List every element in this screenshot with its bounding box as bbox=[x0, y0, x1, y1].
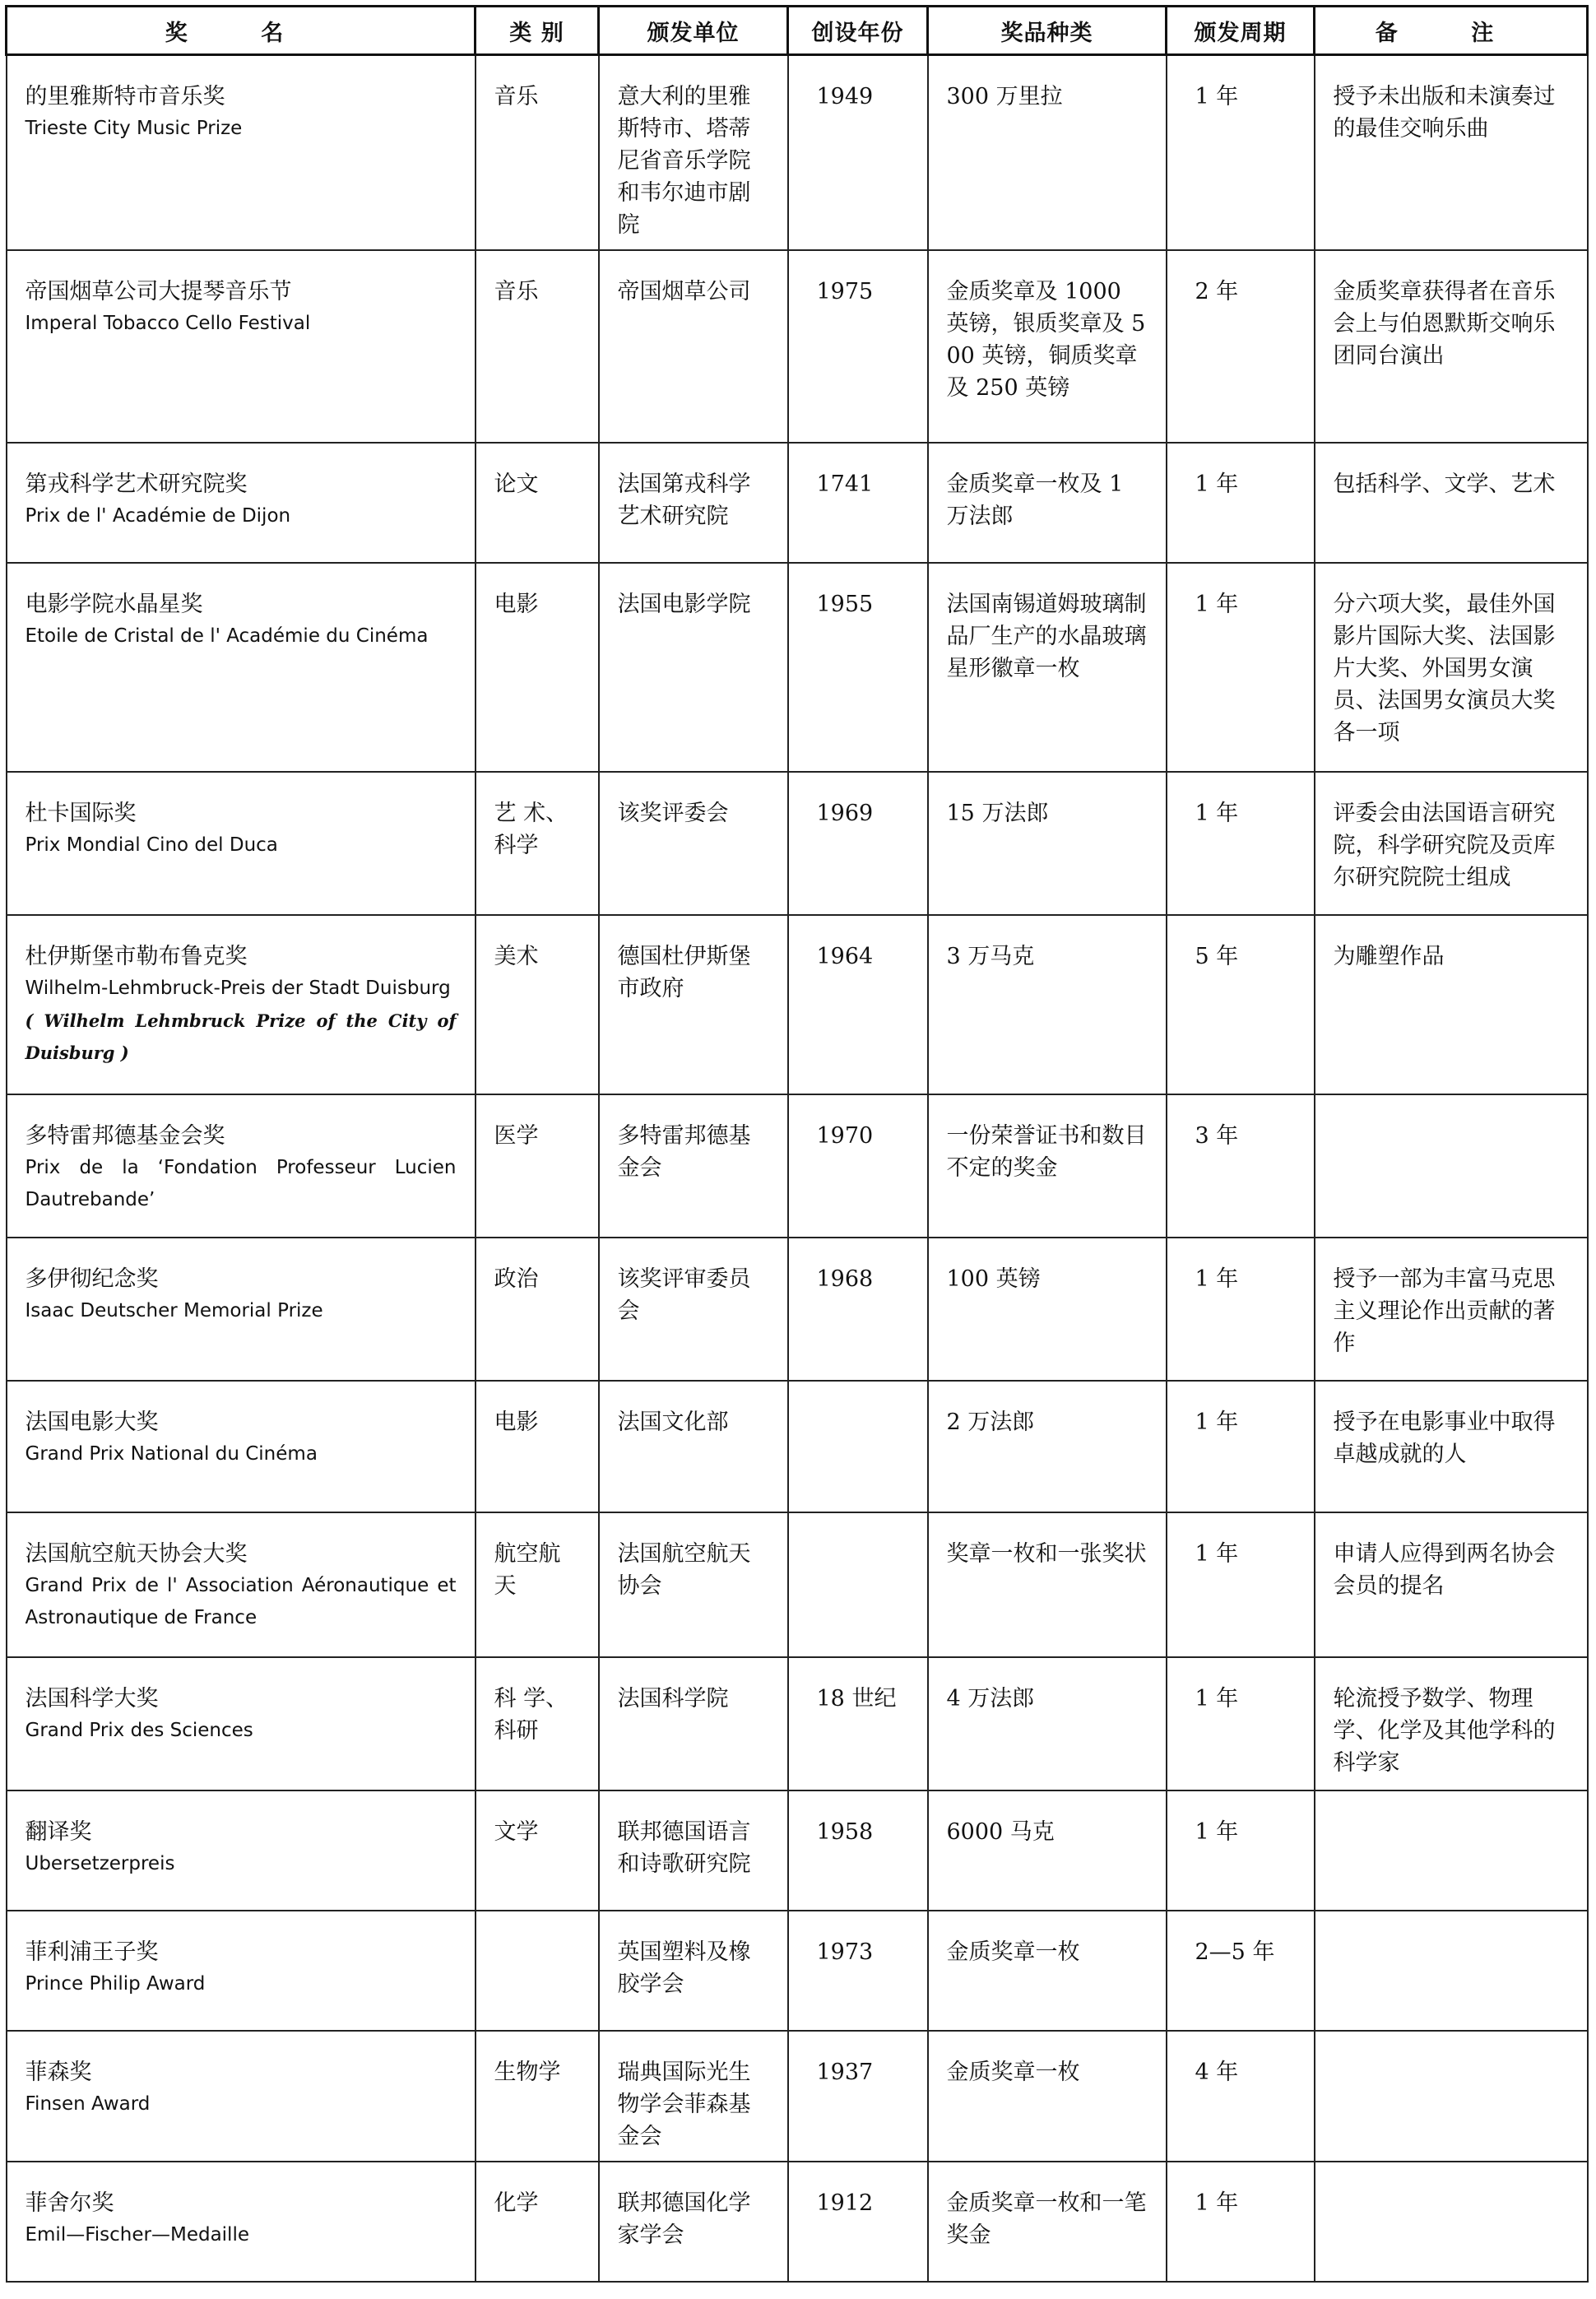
prize-cell: 金质奖章一枚及 1 万法郎 bbox=[928, 443, 1167, 563]
period-cell: 1 年 bbox=[1167, 55, 1315, 251]
issuer-cell: 法国航空航天协会 bbox=[599, 1512, 788, 1657]
header-issuer: 颁发单位 bbox=[599, 7, 788, 55]
award-name-chinese: 帝国烟草公司大提琴音乐节 bbox=[25, 279, 292, 304]
award-name-cell bbox=[7, 250, 476, 443]
header-row bbox=[7, 7, 1588, 55]
period-cell: 1 年 bbox=[1167, 1657, 1315, 1790]
note-cell bbox=[1315, 1911, 1588, 2031]
award-name-cell bbox=[7, 563, 476, 772]
prize-cell: 金质奖章一枚 bbox=[928, 2031, 1167, 2162]
issuer-cell: 联邦德国语言和诗歌研究院 bbox=[599, 1790, 788, 1911]
issuer-cell: 德国杜伊斯堡市政府 bbox=[599, 915, 788, 1094]
award-name-cell bbox=[7, 2031, 476, 2162]
award-name-original: Isaac Deutscher Memorial Prize bbox=[25, 1300, 323, 1321]
issuer-cell: 法国第戎科学艺术研究院 bbox=[599, 443, 788, 563]
header-note: 备 注 bbox=[1315, 7, 1588, 55]
year-cell: 1975 bbox=[788, 250, 928, 443]
award-name-cell bbox=[7, 1657, 476, 1790]
note-cell: 授予在电影事业中取得卓越成就的人 bbox=[1315, 1381, 1588, 1512]
category-cell: 化学 bbox=[476, 2162, 599, 2282]
award-name-chinese: 菲舍尔奖 bbox=[25, 2190, 114, 2216]
category-cell: 生物学 bbox=[476, 2031, 599, 2162]
category-cell: 艺 术、科学 bbox=[476, 772, 599, 915]
period-cell: 1 年 bbox=[1167, 772, 1315, 915]
prize-cell: 一份荣誉证书和数目不定的奖金 bbox=[928, 1094, 1167, 1238]
award-name-chinese: 菲利浦王子奖 bbox=[25, 1939, 159, 1965]
award-name-cell bbox=[7, 1094, 476, 1238]
year-cell bbox=[788, 1381, 928, 1512]
prize-cell: 奖章一枚和一张奖状 bbox=[928, 1512, 1167, 1657]
category-cell: 音乐 bbox=[476, 55, 599, 251]
header-prize: 奖品种类 bbox=[928, 7, 1167, 55]
award-name-original: Grand Prix des Sciences bbox=[25, 1720, 253, 1741]
note-cell: 金质奖章获得者在音乐会上与伯恩默斯交响乐团同台演出 bbox=[1315, 250, 1588, 443]
note-cell: 评委会由法国语言研究院，科学研究院及贡库尔研究院院士组成 bbox=[1315, 772, 1588, 915]
award-name-original: Ubersetzerpreis bbox=[25, 1853, 175, 1874]
issuer-cell: 瑞典国际光生物学会菲森基金会 bbox=[599, 2031, 788, 2162]
award-name-chinese: 法国科学大奖 bbox=[25, 1686, 159, 1711]
award-name-chinese: 法国电影大奖 bbox=[25, 1410, 159, 1435]
award-name-chinese: 多伊彻纪念奖 bbox=[25, 1266, 159, 1292]
category-cell: 音乐 bbox=[476, 250, 599, 443]
award-name-cell bbox=[7, 1238, 476, 1381]
category-cell: 美术 bbox=[476, 915, 599, 1094]
period-cell: 2—5 年 bbox=[1167, 1911, 1315, 2031]
award-name-chinese: 菲森奖 bbox=[25, 2060, 92, 2085]
award-name-cell bbox=[7, 1512, 476, 1657]
awards-table bbox=[5, 5, 1589, 2283]
year-cell bbox=[788, 1512, 928, 1657]
year-cell: 18 世纪 bbox=[788, 1657, 928, 1790]
prize-cell: 金质奖章一枚 bbox=[928, 1911, 1167, 2031]
note-cell: 申请人应得到两名协会会员的提名 bbox=[1315, 1512, 1588, 1657]
award-name-original: Prix de la ‘Fondation Professeur Lucien Dautrebande’ bbox=[25, 1157, 457, 1210]
note-cell: 为雕塑作品 bbox=[1315, 915, 1588, 1094]
prize-cell: 2 万法郎 bbox=[928, 1381, 1167, 1512]
award-name-original: Trieste City Music Prize bbox=[25, 118, 243, 139]
category-cell: 电影 bbox=[476, 563, 599, 772]
issuer-cell: 该奖评审委员会 bbox=[599, 1238, 788, 1381]
prize-cell: 4 万法郎 bbox=[928, 1657, 1167, 1790]
table-row bbox=[7, 2031, 1588, 2162]
year-cell: 1937 bbox=[788, 2031, 928, 2162]
period-cell: 2 年 bbox=[1167, 250, 1315, 443]
table-row bbox=[7, 250, 1588, 443]
year-cell: 1741 bbox=[788, 443, 928, 563]
award-name-chinese: 杜伊斯堡市勒布鲁克奖 bbox=[25, 944, 248, 969]
year-cell: 1968 bbox=[788, 1238, 928, 1381]
prize-cell: 100 英镑 bbox=[928, 1238, 1167, 1381]
note-cell: 分六项大奖，最佳外国影片国际大奖、法国影片大奖、外国男女演员、法国男女演员大奖各一项 bbox=[1315, 563, 1588, 772]
category-cell: 电影 bbox=[476, 1381, 599, 1512]
award-name-cell bbox=[7, 915, 476, 1094]
period-cell: 1 年 bbox=[1167, 2162, 1315, 2282]
period-cell: 1 年 bbox=[1167, 1238, 1315, 1381]
award-name-chinese: 的里雅斯特市音乐奖 bbox=[25, 84, 225, 109]
note-cell bbox=[1315, 1790, 1588, 1911]
note-cell: 授予一部为丰富马克思主义理论作出贡献的著作 bbox=[1315, 1238, 1588, 1381]
header-category: 类 别 bbox=[476, 7, 599, 55]
table-row bbox=[7, 915, 1588, 1094]
table-row bbox=[7, 563, 1588, 772]
category-cell: 论文 bbox=[476, 443, 599, 563]
note-cell: 轮流授予数学、物理学、化学及其他学科的科学家 bbox=[1315, 1657, 1588, 1790]
period-cell: 5 年 bbox=[1167, 915, 1315, 1094]
note-cell bbox=[1315, 2162, 1588, 2282]
period-cell: 4 年 bbox=[1167, 2031, 1315, 2162]
award-name-chinese: 杜卡国际奖 bbox=[25, 801, 137, 826]
table-row bbox=[7, 443, 1588, 563]
award-name-cell bbox=[7, 55, 476, 251]
category-cell: 政治 bbox=[476, 1238, 599, 1381]
period-cell: 1 年 bbox=[1167, 1381, 1315, 1512]
award-name-chinese: 电影学院水晶星奖 bbox=[25, 592, 203, 617]
award-name-cell bbox=[7, 1381, 476, 1512]
table-row bbox=[7, 1790, 1588, 1911]
issuer-cell: 法国文化部 bbox=[599, 1381, 788, 1512]
note-cell: 授予未出版和未演奏过的最佳交响乐曲 bbox=[1315, 55, 1588, 251]
award-name-chinese: 第戎科学艺术研究院奖 bbox=[25, 471, 248, 497]
award-name-original: Grand Prix de l' Association Aéronautique et Astronautique de France bbox=[25, 1575, 457, 1628]
issuer-cell: 该奖评委会 bbox=[599, 772, 788, 915]
award-name-cell bbox=[7, 443, 476, 563]
period-cell: 1 年 bbox=[1167, 1790, 1315, 1911]
prize-cell: 300 万里拉 bbox=[928, 55, 1167, 251]
award-name-cell bbox=[7, 2162, 476, 2282]
prize-cell: 15 万法郎 bbox=[928, 772, 1167, 915]
header-award-name: 奖 名 bbox=[7, 7, 476, 55]
award-name-chinese: 法国航空航天协会大奖 bbox=[25, 1541, 248, 1567]
award-name-original: Prix de l' Académie de Dijon bbox=[25, 505, 291, 527]
table-row bbox=[7, 1094, 1588, 1238]
note-cell bbox=[1315, 2031, 1588, 2162]
issuer-cell: 帝国烟草公司 bbox=[599, 250, 788, 443]
table-row bbox=[7, 1238, 1588, 1381]
award-name-original: Etoile de Cristal de l' Académie du Cinéma bbox=[25, 625, 429, 647]
table-row bbox=[7, 1657, 1588, 1790]
issuer-cell: 法国科学院 bbox=[599, 1657, 788, 1790]
award-name-original: Finsen Award bbox=[25, 2093, 151, 2115]
table-row bbox=[7, 55, 1588, 251]
year-cell: 1964 bbox=[788, 915, 928, 1094]
award-name-original: Wilhelm-Lehmbruck-Preis der Stadt Duisburg bbox=[25, 978, 451, 999]
header-period: 颁发周期 bbox=[1167, 7, 1315, 55]
category-cell: 航空航天 bbox=[476, 1512, 599, 1657]
award-name-chinese: 多特雷邦德基金会奖 bbox=[25, 1123, 225, 1149]
award-name-cell bbox=[7, 1911, 476, 2031]
note-cell bbox=[1315, 1094, 1588, 1238]
award-name-alternate: ( Wilhelm Lehmbruck Prize of the City of Duisburg ) bbox=[25, 1010, 457, 1063]
period-cell: 1 年 bbox=[1167, 443, 1315, 563]
issuer-cell: 意大利的里雅斯特市、塔蒂尼省音乐学院和韦尔迪市剧院 bbox=[599, 55, 788, 251]
note-cell: 包括科学、文学、艺术 bbox=[1315, 443, 1588, 563]
award-name-original: Emil—Fischer—Medaille bbox=[25, 2224, 249, 2246]
year-cell: 1969 bbox=[788, 772, 928, 915]
period-cell: 1 年 bbox=[1167, 1512, 1315, 1657]
table-row bbox=[7, 772, 1588, 915]
period-cell: 3 年 bbox=[1167, 1094, 1315, 1238]
category-cell: 医学 bbox=[476, 1094, 599, 1238]
prize-cell: 金质奖章一枚和一笔奖金 bbox=[928, 2162, 1167, 2282]
issuer-cell: 法国电影学院 bbox=[599, 563, 788, 772]
year-cell: 1949 bbox=[788, 55, 928, 251]
header-year: 创设年份 bbox=[788, 7, 928, 55]
category-cell bbox=[476, 1911, 599, 2031]
table-body bbox=[7, 55, 1588, 2283]
year-cell: 1958 bbox=[788, 1790, 928, 1911]
award-name-cell bbox=[7, 1790, 476, 1911]
issuer-cell: 多特雷邦德基金会 bbox=[599, 1094, 788, 1238]
prize-cell: 3 万马克 bbox=[928, 915, 1167, 1094]
award-name-original: Prix Mondial Cino del Duca bbox=[25, 834, 278, 856]
award-name-cell bbox=[7, 772, 476, 915]
table-row bbox=[7, 1512, 1588, 1657]
category-cell: 科 学、科研 bbox=[476, 1657, 599, 1790]
award-name-original: Grand Prix National du Cinéma bbox=[25, 1443, 318, 1465]
year-cell: 1970 bbox=[788, 1094, 928, 1238]
prize-cell: 法国南锡道姆玻璃制品厂生产的水晶玻璃星形徽章一枚 bbox=[928, 563, 1167, 772]
issuer-cell: 联邦德国化学家学会 bbox=[599, 2162, 788, 2282]
table-row bbox=[7, 2162, 1588, 2282]
category-cell: 文学 bbox=[476, 1790, 599, 1911]
award-name-original: Prince Philip Award bbox=[25, 1973, 206, 1995]
table-row bbox=[7, 1911, 1588, 2031]
year-cell: 1912 bbox=[788, 2162, 928, 2282]
award-name-original: Imperal Tobacco Cello Festival bbox=[25, 313, 311, 334]
prize-cell: 6000 马克 bbox=[928, 1790, 1167, 1911]
period-cell: 1 年 bbox=[1167, 563, 1315, 772]
table-row bbox=[7, 1381, 1588, 1512]
issuer-cell: 英国塑料及橡胶学会 bbox=[599, 1911, 788, 2031]
prize-cell: 金质奖章及 1000 英镑，银质奖章及 500 英镑，铜质奖章及 250 英镑 bbox=[928, 250, 1167, 443]
year-cell: 1955 bbox=[788, 563, 928, 772]
year-cell: 1973 bbox=[788, 1911, 928, 2031]
award-name-chinese: 翻译奖 bbox=[25, 1819, 92, 1845]
